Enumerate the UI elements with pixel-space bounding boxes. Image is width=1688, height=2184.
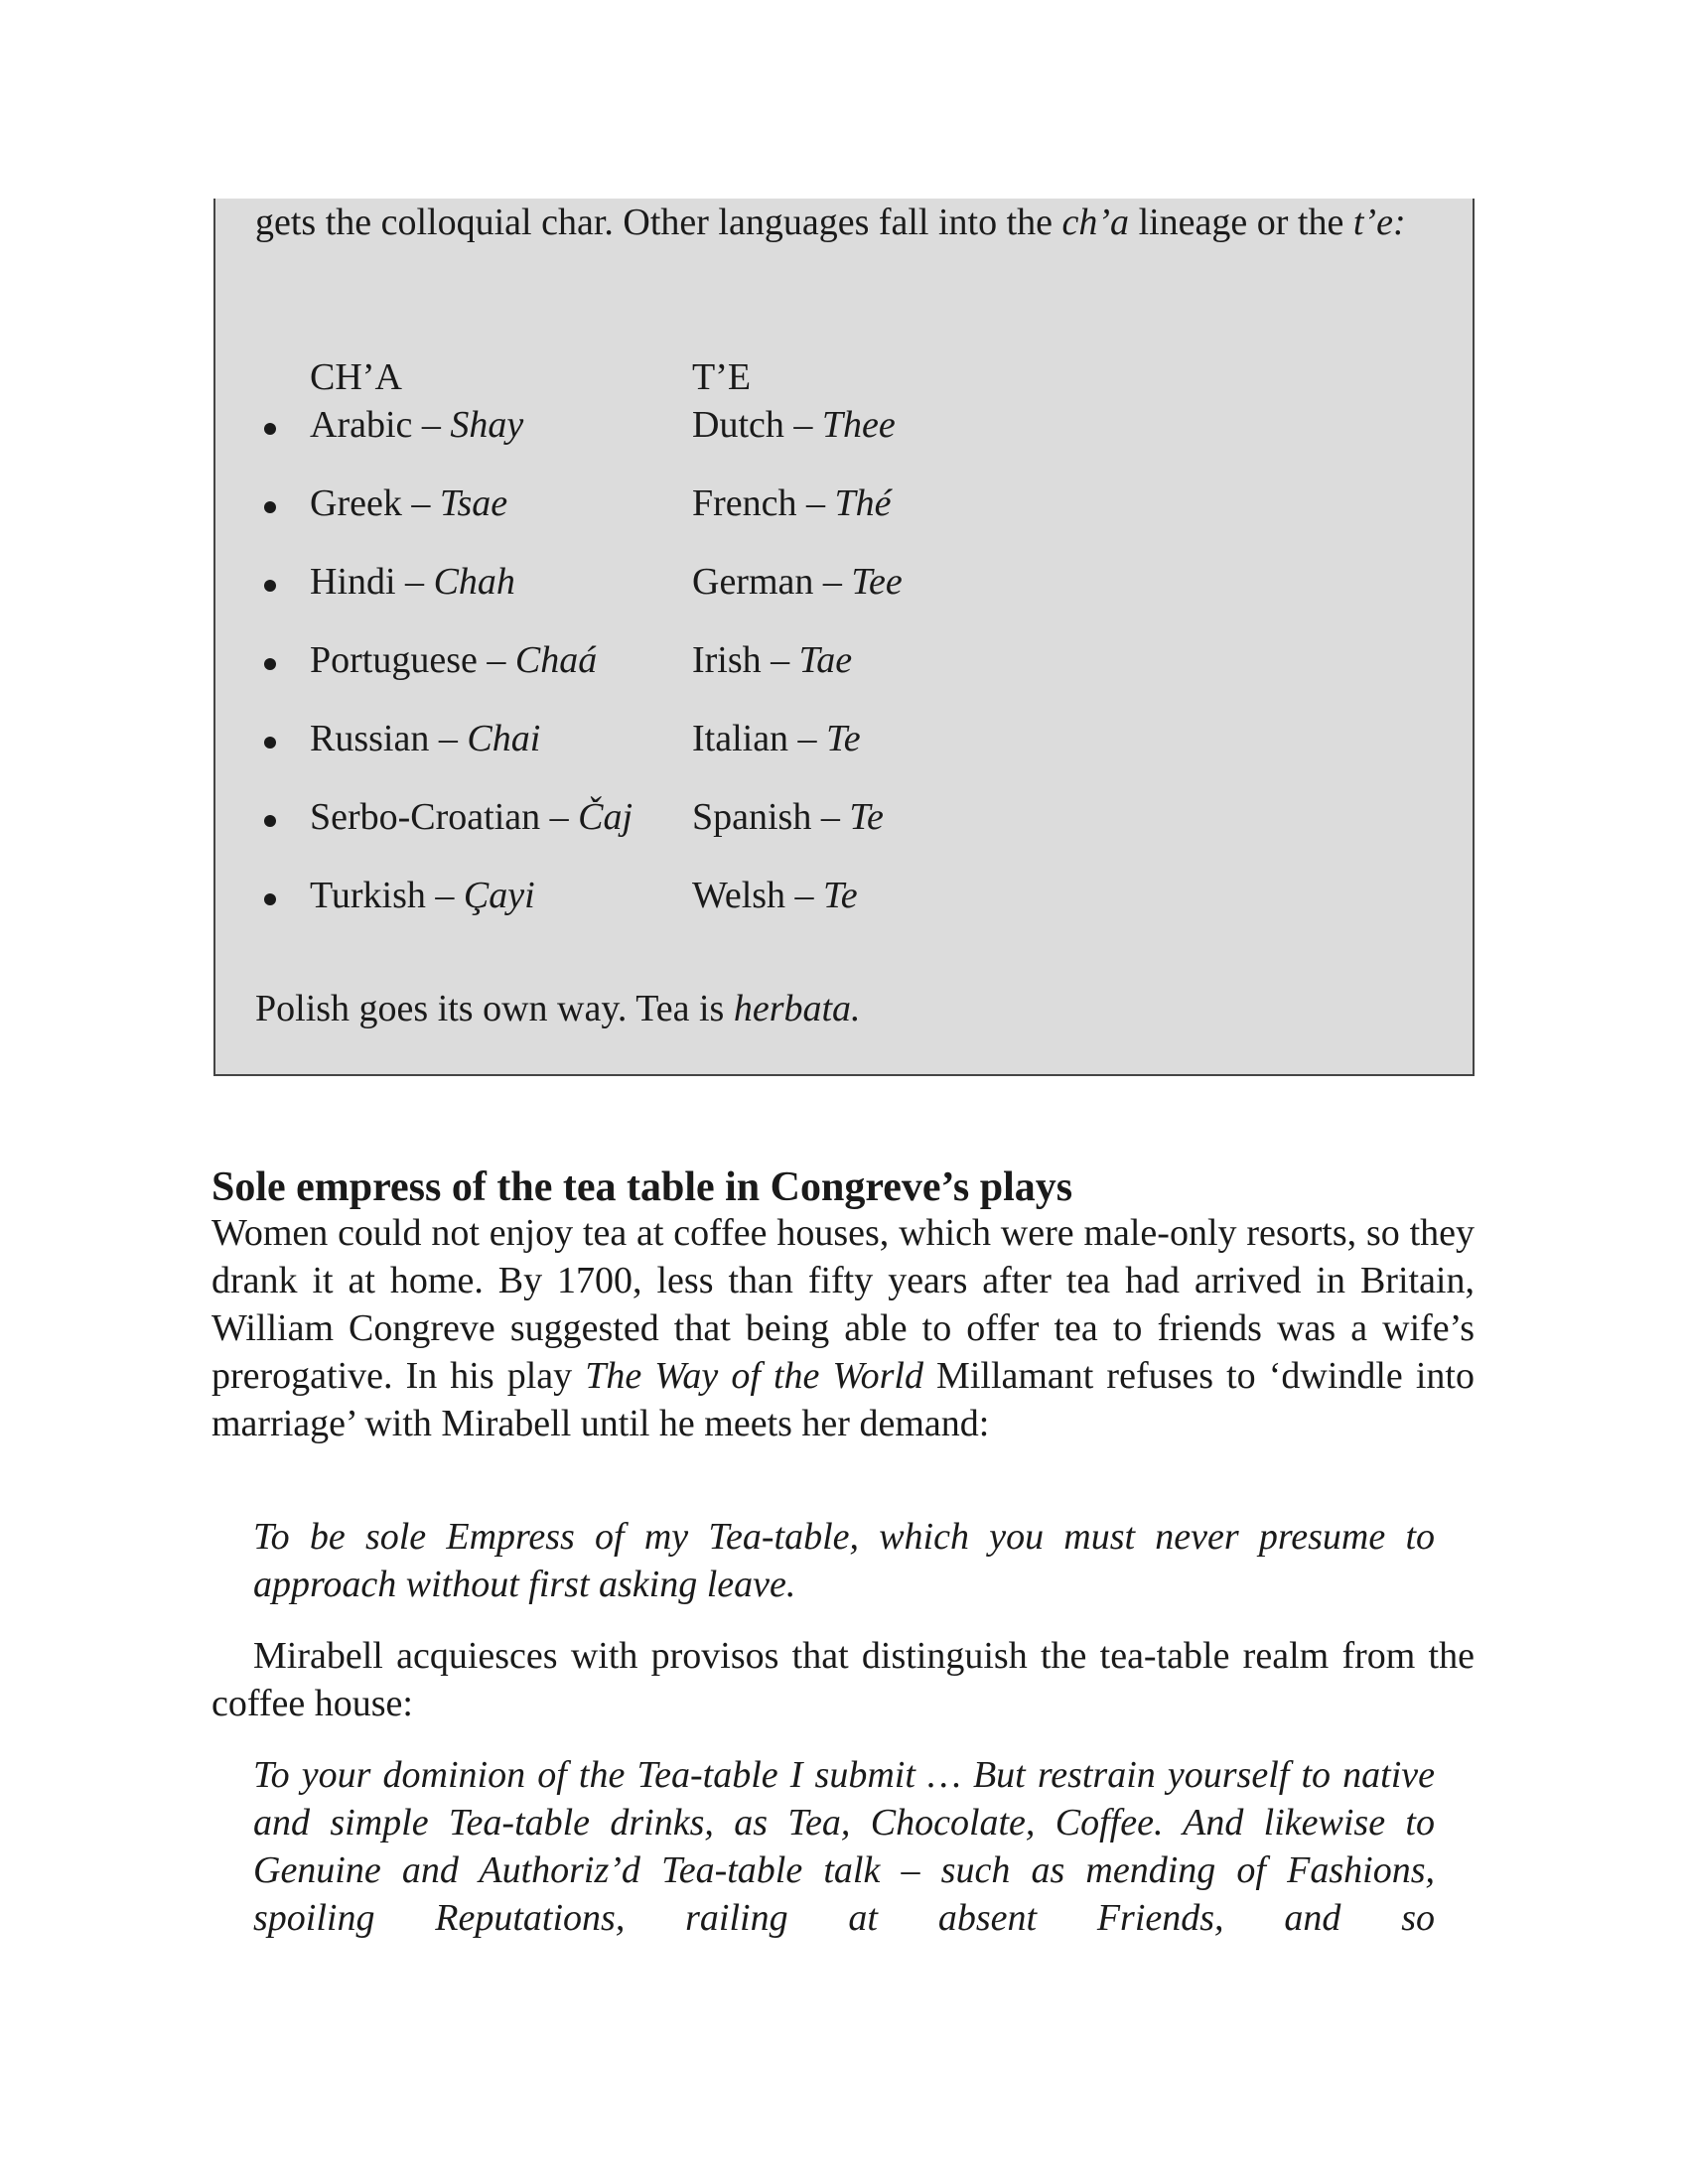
column-header-cha: CH’A xyxy=(310,356,402,398)
cha-word: Shay xyxy=(450,404,524,446)
bullet-icon xyxy=(264,815,276,827)
cha-entry xyxy=(310,401,523,449)
play-title: The Way of the World xyxy=(585,1355,923,1397)
te-entry xyxy=(692,479,892,527)
te-word: Tae xyxy=(798,639,853,681)
cha-word: Çayi xyxy=(463,875,535,916)
cha-word: Tsae xyxy=(439,482,508,524)
list-item xyxy=(215,636,1473,696)
intro-text-a: gets the colloquial char. Other languages fall into the xyxy=(255,202,1062,243)
te-entry xyxy=(692,558,903,606)
section-heading: Sole empress of the tea table in Congreve’s plays xyxy=(211,1163,1073,1210)
cha-language: Turkish – xyxy=(310,875,464,916)
intro-te-term: t’e: xyxy=(1352,202,1406,243)
bullet-icon xyxy=(264,580,276,592)
block-quote: To be sole Empress of my Tea-table, which you must never presume to approach without first asking leave. xyxy=(253,1516,1435,1605)
tea-words-box xyxy=(213,199,1475,1076)
te-word: Thee xyxy=(821,404,896,446)
te-entry xyxy=(692,793,884,841)
cha-word: Chai xyxy=(467,718,541,759)
outro-word: herbata. xyxy=(733,988,861,1029)
te-word: Tee xyxy=(851,561,903,603)
te-language: Irish – xyxy=(692,639,799,681)
box-intro-text xyxy=(255,199,1427,246)
paragraph-text-a: Women could not enjoy tea at coffee houses, which were male-only resorts, so they drank it at home. By 1700, less than fifty years after tea had arrived in Britain, William Congreve suggested that being able to offer tea to friends was a wife’s prerogative. In his play xyxy=(211,1212,1475,1397)
column-header-te: T’E xyxy=(692,356,752,398)
list-item xyxy=(215,401,1473,461)
outro-text: Polish goes its own way. Tea is xyxy=(255,988,734,1029)
cha-language: Portuguese – xyxy=(310,639,515,681)
te-language: Spanish – xyxy=(692,796,850,838)
te-word: Te xyxy=(826,718,861,759)
te-language: Welsh – xyxy=(692,875,824,916)
te-word: Te xyxy=(849,796,884,838)
te-word: Thé xyxy=(834,482,892,524)
te-entry xyxy=(692,715,861,762)
list-item xyxy=(215,715,1473,774)
bullet-icon xyxy=(264,501,276,513)
list-item xyxy=(215,479,1473,539)
cha-language: Arabic – xyxy=(310,404,451,446)
cha-word: Chaá xyxy=(514,639,598,681)
list-item xyxy=(215,872,1473,931)
bullet-icon xyxy=(264,423,276,435)
cha-word: Čaj xyxy=(578,796,633,838)
te-language: German – xyxy=(692,561,852,603)
te-language: Dutch – xyxy=(692,404,822,446)
body-paragraph: Mirabell acquiesces with provisos that distinguish the tea-table realm from the coffee house: xyxy=(211,1635,1475,1724)
cha-language: Greek – xyxy=(310,482,440,524)
bullet-icon xyxy=(264,658,276,670)
list-item xyxy=(215,558,1473,617)
paragraph-text-b: Millamant refuses to ‘dwindle into marriage’ with Mirabell until he meets her demand: xyxy=(211,1355,1475,1444)
cha-entry xyxy=(310,872,535,919)
body-paragraph xyxy=(211,1209,1475,1447)
box-outro-text xyxy=(255,985,861,1032)
cha-language: Russian – xyxy=(310,718,468,759)
list-item xyxy=(215,793,1473,853)
cha-language: Serbo-Croatian – xyxy=(310,796,579,838)
te-entry xyxy=(692,636,852,684)
cha-entry xyxy=(310,636,597,684)
te-entry xyxy=(692,872,858,919)
cha-language: Hindi – xyxy=(310,561,434,603)
bullet-icon xyxy=(264,893,276,905)
te-word: Te xyxy=(823,875,858,916)
block-quote: To your dominion of the Tea-table I submit … But restrain yourself to native and simple Tea-table drinks, as Tea, Chocolate, Coffee. And likewise to Genuine and Authoriz’d Tea-table talk – such as mending of Fashions, spoiling Reputations, railing at absent Friends, and so xyxy=(253,1754,1435,1939)
te-language: Italian – xyxy=(692,718,827,759)
te-language: French – xyxy=(692,482,835,524)
cha-entry xyxy=(310,793,633,841)
te-entry xyxy=(692,401,896,449)
bullet-icon xyxy=(264,737,276,749)
cha-word: Chah xyxy=(433,561,515,603)
cha-entry xyxy=(310,558,515,606)
cha-entry xyxy=(310,715,540,762)
intro-cha-term: ch’a xyxy=(1061,202,1130,243)
cha-entry xyxy=(310,479,507,527)
intro-text-b: lineage or the xyxy=(1129,202,1353,243)
